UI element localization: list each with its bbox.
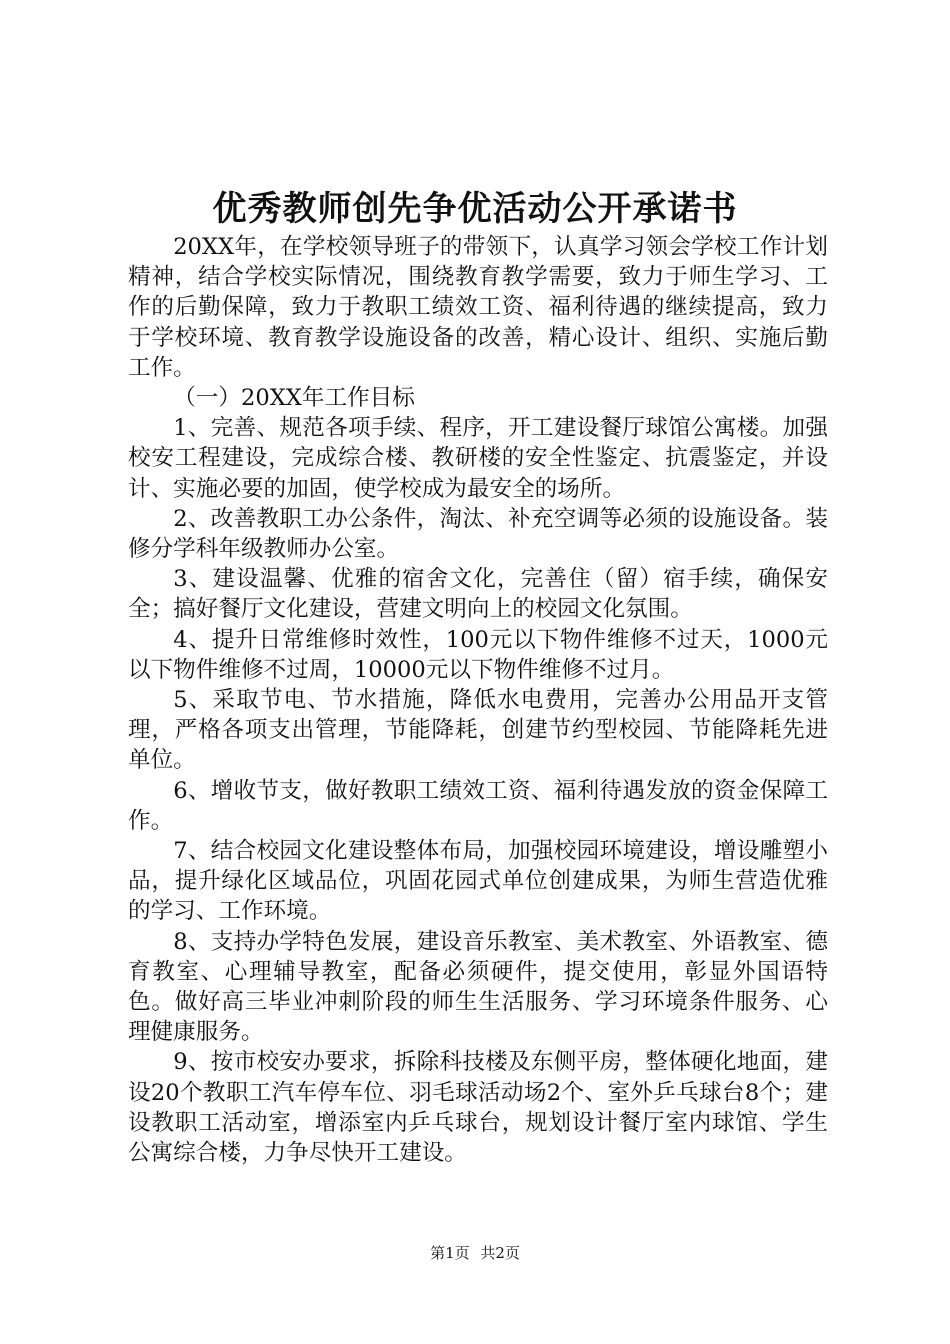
paragraph-item-2: 2、改善教职工办公条件，淘汰、补充空调等必须的设施设备。装修分学科年级教师办公室。 <box>128 505 828 563</box>
page-footer <box>0 1243 950 1263</box>
paragraph-item-6: 6、增收节支，做好教职工绩效工资、福利待遇发放的资金保障工作。 <box>128 777 828 834</box>
paragraph-item-4: 4、提升日常维修时效性，100元以下物件维修不过天，1000元以下物件维修不过周，10000元以下物件维修不过月。 <box>128 626 828 683</box>
paragraph-item-8: 8、支持办学特色发展，建设音乐教室、美术教室、外语教室、德育教室、心理辅导教室，配备必须硬件，提交使用，彰显外国语特色。做好高三毕业冲刺阶段的师生生活服务、学习环境条件服务、心理健康服务。 <box>128 928 828 1046</box>
section-heading: （一）20XX年工作目标 <box>173 385 415 412</box>
paragraph-intro: 20XX年，在学校领导班子的带领下，认真学习领会学校工作计划精神，结合学校实际情况，围绕教育教学需要，致力于师生学习、工作的后勤保障，致力于教职工绩效工资、福利待遇的继续提高，致力于学校环境、教育教学设施设备的改善，精心设计、组织、实施后勤工作。 <box>128 234 828 381</box>
page-total: 共2页 <box>480 1244 520 1262</box>
paragraph-item-9: 9、按市校安办要求，拆除科技楼及东侧平房，整体硬化地面，建设20个教职工汽车停车位、羽毛球活动场2个、室外乒乓球台8个；建设教职工活动室，增添室内乒乓球台，规划设计餐厅室内球馆、学生公寓综合楼，力争尽快开工建设。 <box>128 1049 828 1167</box>
paragraph-item-5: 5、采取节电、节水措施，降低水电费用，完善办公用品开支管理，严格各项支出管理，节能降耗，创建节约型校园、节能降耗先进单位。 <box>128 687 828 774</box>
page-number: 第1页 <box>430 1244 470 1262</box>
document-body <box>128 232 828 1168</box>
paragraph-item-3: 3、建设温馨、优雅的宿舍文化，完善住（留）宿手续，确保安全；搞好餐厅文化建设，营建文明向上的校园文化氛围。 <box>128 566 828 623</box>
paragraph-item-7: 7、结合校园文化建设整体布局，加强校园环境建设，增设雕塑小品，提升绿化区域品位，巩固花园式单位创建成果，为师生营造优雅的学习、工作环境。 <box>128 838 828 925</box>
document-title: 优秀教师创先争优活动公开承诺书 <box>212 189 738 229</box>
paragraph-item-1: 1、完善、规范各项手续、程序，开工建设餐厅球馆公寓楼。加强校安工程建设，完成综合楼、教研楼的安全性鉴定、抗震鉴定，并设计、实施必要的加固，使学校成为最安全的场所。 <box>128 415 828 502</box>
